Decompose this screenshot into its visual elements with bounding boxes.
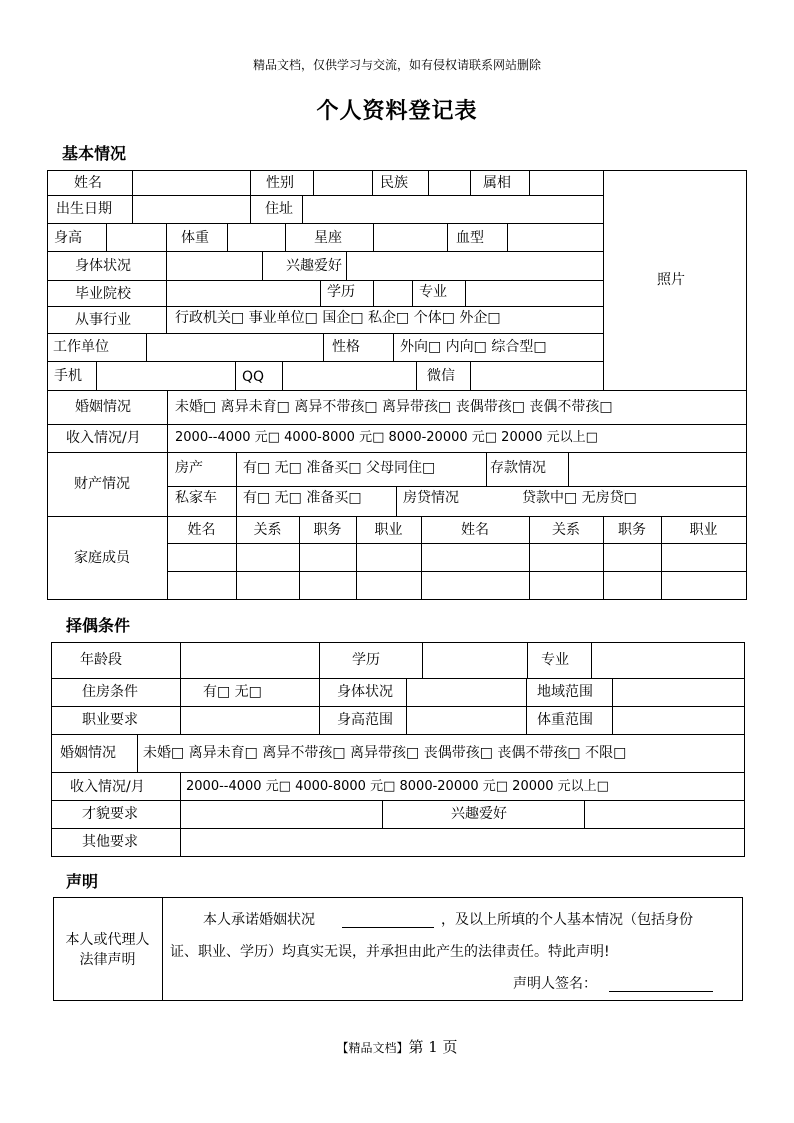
- label-income: 收入情况/月: [66, 430, 141, 446]
- photo-placeholder: 照片: [657, 272, 685, 288]
- label-zodiac: 属相: [483, 175, 511, 191]
- label-mobile: 手机: [54, 368, 82, 384]
- family-header-cell: 职业: [374, 522, 403, 538]
- label-industry: 从事行业: [75, 312, 131, 328]
- label-partner-health: 身体状况: [337, 684, 393, 700]
- label-school: 毕业院校: [75, 286, 131, 302]
- housing-options[interactable]: 有□ 无□: [203, 684, 262, 700]
- label-personality: 性格: [332, 339, 360, 355]
- label-health: 身体状况: [75, 258, 131, 274]
- label-weight: 体重: [181, 230, 209, 246]
- section-basic-title: 基本情况: [62, 144, 127, 163]
- partner-marital-options[interactable]: 未婚□ 离异未育□ 离异不带孩□ 离异带孩□ 丧偶带孩□ 丧偶不带孩□ 不限□: [143, 745, 627, 761]
- label-looks: 才貌要求: [82, 806, 138, 822]
- label-mortgage: 房贷情况: [403, 490, 459, 506]
- family-header-cell: 职务: [618, 522, 646, 538]
- section-statement-title: 声明: [66, 872, 99, 891]
- label-employer: 工作单位: [53, 339, 109, 355]
- label-partner-major: 专业: [541, 652, 569, 668]
- statement-text-a: 本人承诺婚姻状况: [203, 912, 315, 928]
- label-name: 姓名: [74, 175, 102, 191]
- label-region: 地域范围: [537, 684, 593, 700]
- label-birth-date: 出生日期: [56, 201, 112, 217]
- label-family: 家庭成员: [74, 550, 130, 566]
- label-constellation: 星座: [314, 230, 342, 246]
- label-other: 其他要求: [82, 834, 138, 850]
- marital-options[interactable]: 未婚□ 离异未育□ 离异不带孩□ 离异带孩□ 丧偶带孩□ 丧偶不带孩□: [175, 399, 613, 415]
- label-savings: 存款情况: [490, 460, 546, 476]
- label-occupation: 职业要求: [82, 712, 138, 728]
- mortgage-options[interactable]: 贷款中□ 无房贷□: [522, 490, 637, 506]
- statement-label-line2: 法律声明: [79, 952, 136, 968]
- partner-income-options[interactable]: 2000--4000 元□ 4000-8000 元□ 8000-20000 元□ 20000 元以上□: [186, 779, 609, 794]
- label-blood-type: 血型: [456, 230, 484, 246]
- label-house: 房产: [175, 460, 203, 476]
- statement-text-b: ，及以上所填的个人基本情况（包括身份: [441, 912, 693, 928]
- label-weight-range: 体重范围: [537, 712, 593, 728]
- marital-status-blank[interactable]: [342, 927, 434, 928]
- label-partner-income: 收入情况/月: [70, 779, 145, 795]
- label-ethnicity: 民族: [380, 175, 408, 191]
- industry-options[interactable]: 行政机关□ 事业单位□ 国企□ 私企□ 个体□ 外企□: [175, 310, 501, 326]
- page-title: 个人资料登记表: [316, 98, 478, 124]
- label-qq: QQ: [242, 369, 265, 385]
- watermark-text: 精品文档，仅供学习与交流，如有侵权请联系网站删除: [252, 58, 541, 72]
- label-partner-education: 学历: [352, 652, 380, 668]
- label-education: 学历: [327, 284, 355, 300]
- house-options[interactable]: 有□ 无□ 准备买□ 父母同住□: [243, 460, 436, 476]
- label-marital: 婚姻情况: [75, 399, 131, 415]
- label-address: 住址: [265, 201, 293, 217]
- section-partner-title: 择偶条件: [66, 616, 131, 635]
- family-header-cell: 姓名: [187, 522, 216, 538]
- statement-label-line1: 本人或代理人: [65, 932, 150, 948]
- income-options[interactable]: 2000--4000 元□ 4000-8000 元□ 8000-20000 元□ 20000 元以上□: [175, 430, 598, 445]
- label-hobbies: 兴趣爱好: [286, 258, 342, 274]
- signature-label: 声明人签名：: [513, 976, 597, 992]
- label-major: 专业: [419, 284, 447, 300]
- footer-tag: 【精品文档】: [336, 1041, 409, 1055]
- statement-text-c: 证、职业、学历）均真实无误，并承担由此产生的法律责任。特此声明!: [170, 944, 610, 960]
- label-height: 身高: [54, 230, 82, 246]
- label-car: 私家车: [175, 490, 217, 506]
- label-housing: 住房条件: [82, 684, 138, 700]
- label-height-range: 身高范围: [337, 712, 393, 728]
- label-wechat: 微信: [427, 368, 455, 384]
- label-partner-hobbies: 兴趣爱好: [451, 806, 507, 822]
- page-footer: [0, 1036, 794, 1057]
- family-header-cell: 职务: [313, 522, 342, 538]
- family-header-cell: 关系: [552, 522, 580, 538]
- label-age-range: 年龄段: [80, 652, 122, 668]
- family-header-cell: 职业: [689, 522, 718, 538]
- label-property: 财产情况: [74, 476, 130, 492]
- car-options[interactable]: 有□ 无□ 准备买□: [243, 490, 362, 506]
- personality-options[interactable]: 外向□ 内向□ 综合型□: [400, 339, 547, 355]
- label-gender: 性别: [266, 175, 294, 191]
- footer-page-number: 第 1 页: [408, 1038, 458, 1056]
- signature-line[interactable]: [609, 991, 713, 992]
- label-partner-marital: 婚姻情况: [60, 745, 116, 761]
- family-header-cell: 姓名: [461, 522, 489, 538]
- family-header-cell: 关系: [253, 522, 282, 538]
